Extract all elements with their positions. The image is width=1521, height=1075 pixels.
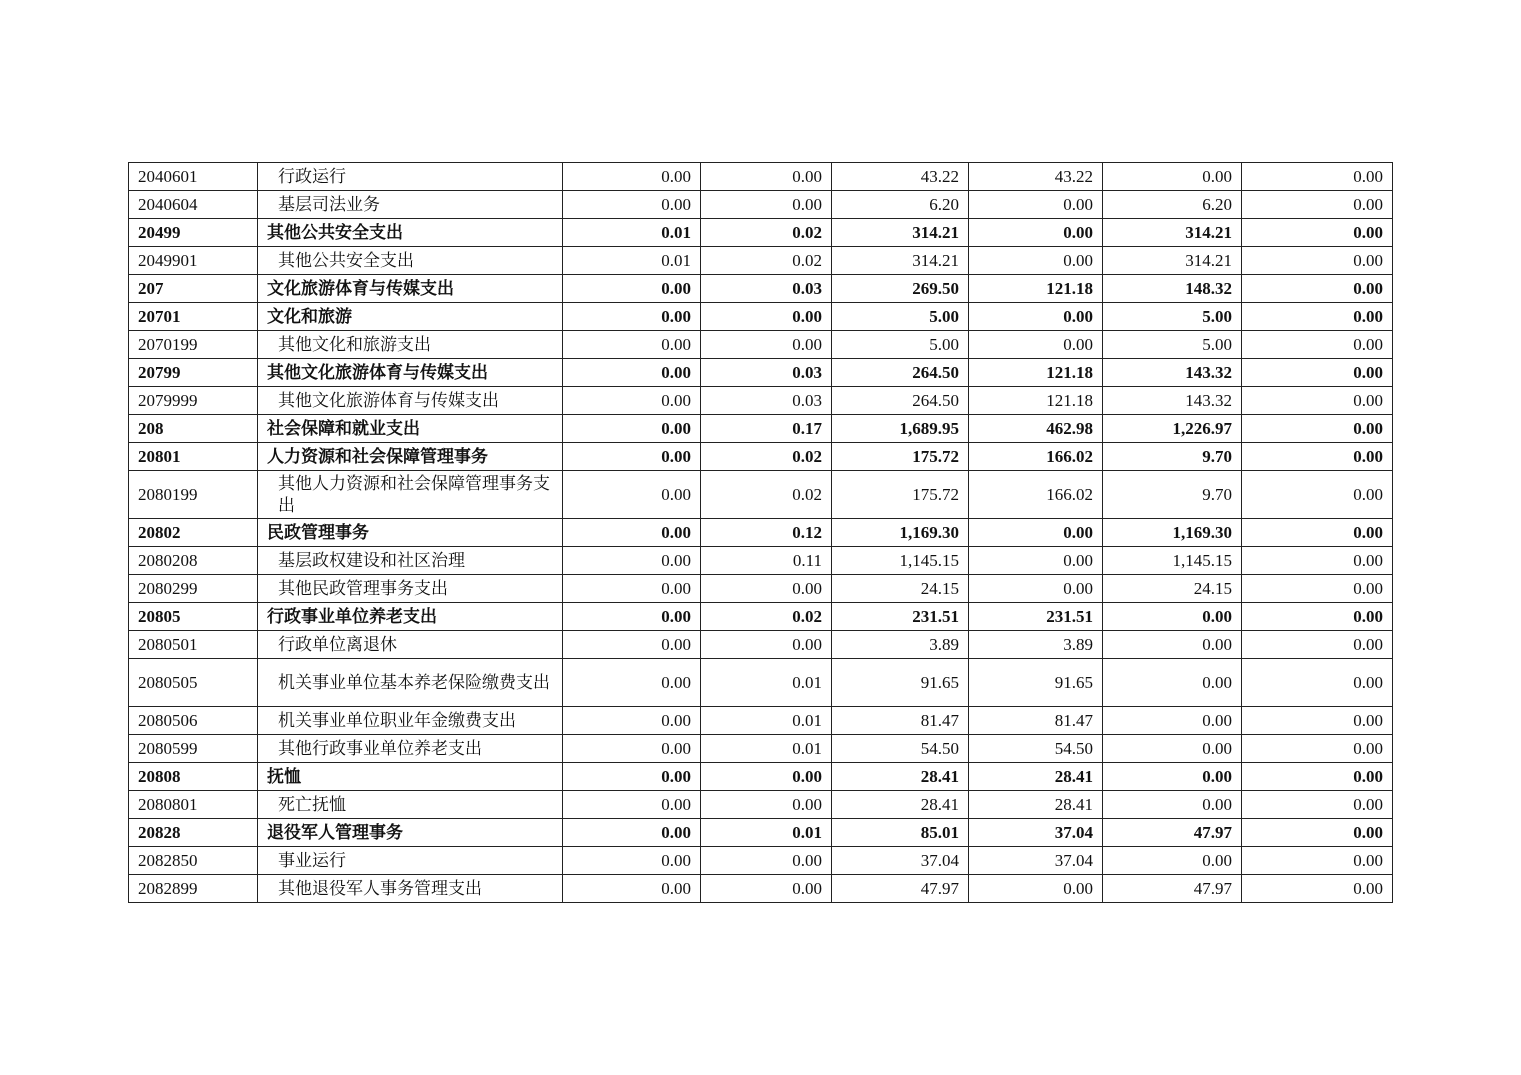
value-cell-1: 0.00 xyxy=(563,547,701,575)
name-cell: 社会保障和就业支出 xyxy=(258,415,563,443)
value-cell-6: 0.00 xyxy=(1242,547,1393,575)
name-cell: 其他民政管理事务支出 xyxy=(258,575,563,603)
value-cell-5: 314.21 xyxy=(1103,247,1242,275)
table-row xyxy=(129,735,1393,763)
name-cell: 其他行政事业单位养老支出 xyxy=(258,735,563,763)
value-cell-4: 91.65 xyxy=(969,659,1103,707)
code-cell: 2049901 xyxy=(129,247,258,275)
code-cell: 20801 xyxy=(129,443,258,471)
value-cell-3: 314.21 xyxy=(832,219,969,247)
value-cell-4: 37.04 xyxy=(969,819,1103,847)
table-row xyxy=(129,163,1393,191)
value-cell-3: 269.50 xyxy=(832,275,969,303)
value-cell-4: 0.00 xyxy=(969,219,1103,247)
value-cell-1: 0.00 xyxy=(563,735,701,763)
value-cell-6: 0.00 xyxy=(1242,163,1393,191)
value-cell-1: 0.00 xyxy=(563,163,701,191)
value-cell-1: 0.01 xyxy=(563,247,701,275)
table-row xyxy=(129,519,1393,547)
name-cell: 文化和旅游 xyxy=(258,303,563,331)
value-cell-1: 0.00 xyxy=(563,387,701,415)
table-row xyxy=(129,191,1393,219)
value-cell-5: 1,169.30 xyxy=(1103,519,1242,547)
value-cell-1: 0.00 xyxy=(563,331,701,359)
value-cell-6: 0.00 xyxy=(1242,707,1393,735)
value-cell-5: 0.00 xyxy=(1103,659,1242,707)
value-cell-1: 0.00 xyxy=(563,847,701,875)
value-cell-2: 0.03 xyxy=(701,387,832,415)
code-cell: 2080199 xyxy=(129,471,258,519)
value-cell-1: 0.00 xyxy=(563,707,701,735)
value-cell-2: 0.02 xyxy=(701,443,832,471)
value-cell-1: 0.00 xyxy=(563,763,701,791)
value-cell-3: 6.20 xyxy=(832,191,969,219)
value-cell-3: 1,169.30 xyxy=(832,519,969,547)
value-cell-6: 0.00 xyxy=(1242,603,1393,631)
value-cell-4: 43.22 xyxy=(969,163,1103,191)
value-cell-5: 47.97 xyxy=(1103,819,1242,847)
table-row xyxy=(129,659,1393,707)
code-cell: 20499 xyxy=(129,219,258,247)
value-cell-2: 0.02 xyxy=(701,247,832,275)
value-cell-4: 121.18 xyxy=(969,275,1103,303)
code-cell: 20799 xyxy=(129,359,258,387)
table-row xyxy=(129,603,1393,631)
code-cell: 2080801 xyxy=(129,791,258,819)
name-cell: 机关事业单位职业年金缴费支出 xyxy=(258,707,563,735)
value-cell-5: 314.21 xyxy=(1103,219,1242,247)
table-row xyxy=(129,303,1393,331)
value-cell-6: 0.00 xyxy=(1242,791,1393,819)
value-cell-1: 0.00 xyxy=(563,875,701,903)
value-cell-4: 0.00 xyxy=(969,519,1103,547)
value-cell-5: 148.32 xyxy=(1103,275,1242,303)
value-cell-1: 0.00 xyxy=(563,303,701,331)
value-cell-4: 0.00 xyxy=(969,331,1103,359)
code-cell: 2040604 xyxy=(129,191,258,219)
value-cell-2: 0.01 xyxy=(701,735,832,763)
value-cell-3: 37.04 xyxy=(832,847,969,875)
table-row xyxy=(129,331,1393,359)
value-cell-2: 0.11 xyxy=(701,547,832,575)
value-cell-3: 54.50 xyxy=(832,735,969,763)
value-cell-4: 462.98 xyxy=(969,415,1103,443)
code-cell: 20808 xyxy=(129,763,258,791)
value-cell-5: 5.00 xyxy=(1103,331,1242,359)
value-cell-3: 264.50 xyxy=(832,387,969,415)
value-cell-4: 54.50 xyxy=(969,735,1103,763)
code-cell: 2082899 xyxy=(129,875,258,903)
name-cell: 其他公共安全支出 xyxy=(258,219,563,247)
value-cell-2: 0.00 xyxy=(701,763,832,791)
value-cell-5: 47.97 xyxy=(1103,875,1242,903)
value-cell-3: 43.22 xyxy=(832,163,969,191)
value-cell-5: 0.00 xyxy=(1103,735,1242,763)
value-cell-6: 0.00 xyxy=(1242,443,1393,471)
code-cell: 2079999 xyxy=(129,387,258,415)
table-row xyxy=(129,763,1393,791)
value-cell-2: 0.00 xyxy=(701,631,832,659)
value-cell-5: 0.00 xyxy=(1103,791,1242,819)
value-cell-2: 0.01 xyxy=(701,819,832,847)
value-cell-1: 0.01 xyxy=(563,219,701,247)
code-cell: 2080506 xyxy=(129,707,258,735)
table-row xyxy=(129,575,1393,603)
value-cell-2: 0.00 xyxy=(701,847,832,875)
name-cell: 行政单位离退休 xyxy=(258,631,563,659)
value-cell-6: 0.00 xyxy=(1242,331,1393,359)
value-cell-2: 0.12 xyxy=(701,519,832,547)
value-cell-1: 0.00 xyxy=(563,819,701,847)
code-cell: 2080599 xyxy=(129,735,258,763)
value-cell-3: 91.65 xyxy=(832,659,969,707)
value-cell-2: 0.00 xyxy=(701,331,832,359)
code-cell: 2040601 xyxy=(129,163,258,191)
code-cell: 208 xyxy=(129,415,258,443)
value-cell-2: 0.00 xyxy=(701,575,832,603)
value-cell-3: 24.15 xyxy=(832,575,969,603)
table-row xyxy=(129,387,1393,415)
code-cell: 2080299 xyxy=(129,575,258,603)
value-cell-5: 0.00 xyxy=(1103,763,1242,791)
name-cell: 其他人力资源和社会保障管理事务支出 xyxy=(258,471,563,519)
name-cell: 行政运行 xyxy=(258,163,563,191)
value-cell-5: 0.00 xyxy=(1103,163,1242,191)
value-cell-3: 264.50 xyxy=(832,359,969,387)
value-cell-6: 0.00 xyxy=(1242,219,1393,247)
value-cell-5: 1,226.97 xyxy=(1103,415,1242,443)
name-cell: 人力资源和社会保障管理事务 xyxy=(258,443,563,471)
value-cell-4: 166.02 xyxy=(969,443,1103,471)
value-cell-1: 0.00 xyxy=(563,603,701,631)
value-cell-4: 0.00 xyxy=(969,303,1103,331)
value-cell-3: 1,689.95 xyxy=(832,415,969,443)
table-row xyxy=(129,707,1393,735)
value-cell-3: 85.01 xyxy=(832,819,969,847)
table-row xyxy=(129,631,1393,659)
name-cell: 基层司法业务 xyxy=(258,191,563,219)
name-cell: 其他公共安全支出 xyxy=(258,247,563,275)
value-cell-1: 0.00 xyxy=(563,415,701,443)
value-cell-6: 0.00 xyxy=(1242,387,1393,415)
value-cell-1: 0.00 xyxy=(563,191,701,219)
value-cell-1: 0.00 xyxy=(563,519,701,547)
value-cell-3: 5.00 xyxy=(832,331,969,359)
value-cell-3: 175.72 xyxy=(832,471,969,519)
value-cell-5: 6.20 xyxy=(1103,191,1242,219)
table-row xyxy=(129,275,1393,303)
value-cell-5: 143.32 xyxy=(1103,387,1242,415)
value-cell-2: 0.00 xyxy=(701,191,832,219)
name-cell: 行政事业单位养老支出 xyxy=(258,603,563,631)
table-row xyxy=(129,415,1393,443)
code-cell: 20802 xyxy=(129,519,258,547)
name-cell: 其他文化旅游体育与传媒支出 xyxy=(258,359,563,387)
table-row xyxy=(129,875,1393,903)
value-cell-6: 0.00 xyxy=(1242,735,1393,763)
value-cell-1: 0.00 xyxy=(563,471,701,519)
value-cell-6: 0.00 xyxy=(1242,875,1393,903)
value-cell-2: 0.00 xyxy=(701,875,832,903)
table-row xyxy=(129,471,1393,519)
value-cell-2: 0.00 xyxy=(701,791,832,819)
value-cell-4: 121.18 xyxy=(969,359,1103,387)
value-cell-3: 5.00 xyxy=(832,303,969,331)
name-cell: 其他退役军人事务管理支出 xyxy=(258,875,563,903)
value-cell-3: 28.41 xyxy=(832,791,969,819)
table-row xyxy=(129,443,1393,471)
value-cell-3: 3.89 xyxy=(832,631,969,659)
value-cell-3: 81.47 xyxy=(832,707,969,735)
value-cell-1: 0.00 xyxy=(563,443,701,471)
value-cell-5: 0.00 xyxy=(1103,847,1242,875)
value-cell-2: 0.00 xyxy=(701,303,832,331)
name-cell: 机关事业单位基本养老保险缴费支出 xyxy=(258,659,563,707)
name-cell: 死亡抚恤 xyxy=(258,791,563,819)
value-cell-4: 231.51 xyxy=(969,603,1103,631)
value-cell-6: 0.00 xyxy=(1242,575,1393,603)
value-cell-2: 0.03 xyxy=(701,359,832,387)
table-row xyxy=(129,359,1393,387)
table-row xyxy=(129,847,1393,875)
name-cell: 事业运行 xyxy=(258,847,563,875)
value-cell-5: 24.15 xyxy=(1103,575,1242,603)
value-cell-6: 0.00 xyxy=(1242,191,1393,219)
value-cell-6: 0.00 xyxy=(1242,275,1393,303)
value-cell-6: 0.00 xyxy=(1242,471,1393,519)
value-cell-2: 0.17 xyxy=(701,415,832,443)
value-cell-4: 37.04 xyxy=(969,847,1103,875)
value-cell-4: 0.00 xyxy=(969,875,1103,903)
value-cell-5: 0.00 xyxy=(1103,707,1242,735)
value-cell-5: 0.00 xyxy=(1103,603,1242,631)
value-cell-4: 0.00 xyxy=(969,547,1103,575)
value-cell-1: 0.00 xyxy=(563,575,701,603)
value-cell-5: 1,145.15 xyxy=(1103,547,1242,575)
value-cell-3: 1,145.15 xyxy=(832,547,969,575)
value-cell-3: 28.41 xyxy=(832,763,969,791)
code-cell: 207 xyxy=(129,275,258,303)
table-row xyxy=(129,247,1393,275)
code-cell: 20805 xyxy=(129,603,258,631)
value-cell-6: 0.00 xyxy=(1242,415,1393,443)
value-cell-3: 314.21 xyxy=(832,247,969,275)
code-cell: 20828 xyxy=(129,819,258,847)
value-cell-2: 0.02 xyxy=(701,471,832,519)
value-cell-2: 0.02 xyxy=(701,603,832,631)
value-cell-5: 9.70 xyxy=(1103,443,1242,471)
value-cell-5: 9.70 xyxy=(1103,471,1242,519)
name-cell: 其他文化和旅游支出 xyxy=(258,331,563,359)
value-cell-3: 231.51 xyxy=(832,603,969,631)
code-cell: 2080208 xyxy=(129,547,258,575)
table-row xyxy=(129,219,1393,247)
name-cell: 文化旅游体育与传媒支出 xyxy=(258,275,563,303)
value-cell-2: 0.01 xyxy=(701,659,832,707)
table-row xyxy=(129,791,1393,819)
code-cell: 2080505 xyxy=(129,659,258,707)
value-cell-6: 0.00 xyxy=(1242,359,1393,387)
name-cell: 其他文化旅游体育与传媒支出 xyxy=(258,387,563,415)
table-body xyxy=(129,163,1393,903)
code-cell: 2082850 xyxy=(129,847,258,875)
value-cell-4: 0.00 xyxy=(969,575,1103,603)
value-cell-2: 0.00 xyxy=(701,163,832,191)
value-cell-6: 0.00 xyxy=(1242,631,1393,659)
value-cell-3: 175.72 xyxy=(832,443,969,471)
value-cell-4: 81.47 xyxy=(969,707,1103,735)
value-cell-2: 0.02 xyxy=(701,219,832,247)
name-cell: 基层政权建设和社区治理 xyxy=(258,547,563,575)
value-cell-6: 0.00 xyxy=(1242,763,1393,791)
value-cell-6: 0.00 xyxy=(1242,847,1393,875)
value-cell-5: 5.00 xyxy=(1103,303,1242,331)
value-cell-4: 0.00 xyxy=(969,191,1103,219)
value-cell-6: 0.00 xyxy=(1242,519,1393,547)
value-cell-3: 47.97 xyxy=(832,875,969,903)
table-row xyxy=(129,547,1393,575)
value-cell-5: 0.00 xyxy=(1103,631,1242,659)
value-cell-4: 3.89 xyxy=(969,631,1103,659)
value-cell-1: 0.00 xyxy=(563,275,701,303)
value-cell-1: 0.00 xyxy=(563,791,701,819)
value-cell-4: 28.41 xyxy=(969,763,1103,791)
name-cell: 退役军人管理事务 xyxy=(258,819,563,847)
value-cell-2: 0.01 xyxy=(701,707,832,735)
code-cell: 2080501 xyxy=(129,631,258,659)
table-row xyxy=(129,819,1393,847)
value-cell-4: 0.00 xyxy=(969,247,1103,275)
code-cell: 20701 xyxy=(129,303,258,331)
value-cell-1: 0.00 xyxy=(563,631,701,659)
value-cell-6: 0.00 xyxy=(1242,659,1393,707)
value-cell-6: 0.00 xyxy=(1242,303,1393,331)
value-cell-6: 0.00 xyxy=(1242,247,1393,275)
value-cell-4: 166.02 xyxy=(969,471,1103,519)
value-cell-4: 121.18 xyxy=(969,387,1103,415)
value-cell-1: 0.00 xyxy=(563,359,701,387)
value-cell-1: 0.00 xyxy=(563,659,701,707)
value-cell-6: 0.00 xyxy=(1242,819,1393,847)
name-cell: 民政管理事务 xyxy=(258,519,563,547)
name-cell: 抚恤 xyxy=(258,763,563,791)
code-cell: 2070199 xyxy=(129,331,258,359)
value-cell-2: 0.03 xyxy=(701,275,832,303)
value-cell-4: 28.41 xyxy=(969,791,1103,819)
budget-table xyxy=(128,162,1393,903)
value-cell-5: 143.32 xyxy=(1103,359,1242,387)
